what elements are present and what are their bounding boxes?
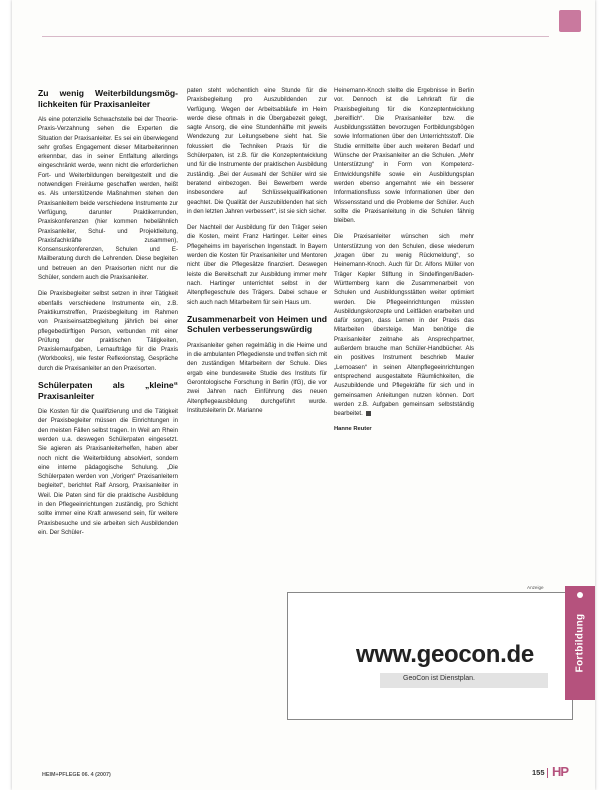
author-byline: Hanne Reuter bbox=[334, 426, 372, 433]
paragraph-text: Die Praxisanleiter wünschen sich mehr Unterstützung von den Schulen, diese wiederum „kragen über zu wenig Rückmeldung“, so Heinemann-Knoch. Auch für Dr. Alfons Müller von Träger Kepler Stiftung in Sindelfingen/Baden-Württemberg kann die Zusammenarbeit von Schulen und Ausbildungsstätten weiter optimiert werden. Die Pflegeeinrichtungen müssten Ausbildungskonzepte und Leitfäden erarbeiten und dafür sorgen, dass Lernen in der Praxis das Mitarbeiten übersteige. Man benötige die Praxisanleiter zeitnahe als Ansprechpartner, außerdem brauche man Schüler-Handbücher. Als ein positives Instrument beschrieb Mauler „Lernoasen“ in seinen Altenpflegeeinrichtungen entsprechend ausgestaltete Räumlichkeiten, die Auszubildende und Pflegekräfte für sich und in gemeinsamen Anleitungen nutzen können. Dort werden z.B. Aufgaben gemeinsam selbstständig bearbeitet. bbox=[334, 233, 474, 418]
side-tab-label: Fortbildung bbox=[574, 613, 586, 673]
section-side-tab bbox=[565, 586, 595, 700]
column-1 bbox=[38, 88, 178, 544]
paragraph: Praxisanleiter gehen regelmäßig in die Heime und in die ambulanten Pflegedienste und treffen sich mit den zuständigen Mitarbeitern der Schule. Dies ergab eine bundesweite Studie des Instituts für Gerontologische Forschung in Berlin (IfG), die vor zwei Jahren nach Einführung des neuen Altenpflegeausbildung durchgeführt wurde. Institutsleiterin Dr. Marianne bbox=[187, 341, 327, 414]
corner-color-mark bbox=[559, 10, 581, 32]
section-heading: Schülerpaten als „kleine“ Praxisanleiter bbox=[38, 380, 178, 401]
end-of-article-icon bbox=[366, 411, 371, 416]
advertisement[interactable] bbox=[287, 592, 573, 720]
ad-tagline: GeoCon ist Dienstplan. bbox=[403, 675, 475, 682]
footer-publication: HEIM+PFLEGE 06. 4 (2007) bbox=[42, 772, 111, 778]
paragraph: Heinemann-Knoch stellte die Ergebnisse in Berlin vor. Dennoch ist die Lehrkraft für die Praxisbegleitung für die Konzeptentwicklung „bereiflich“. Die Praxisanleiter bzw. die Ausbildungsstätten bevorzugen Fortbildungsbögen sowie Informationen über den Unterrichtsstoff. Die Studie ermittelte über auch weiteren Bedarf und Wünsche der Praxisanleiter an die Schulen. „Mehr Unterstützung“ in Form von Kompetenz-Entwicklungshilfe sowie ein Ausbildungsplan werden ebenso angemahnt wie ein besserer Informationsfluss sowie Informationen über den Wissensstand und die Probleme der Schüler. Auch sollte die Praxisanleitung in die Schulen fähnig bleiben. bbox=[334, 87, 474, 225]
section-heading: Zu wenig Weiterbildungsmöglichkeiten für Praxisanleiter bbox=[38, 88, 178, 109]
paragraph: Die Kosten für die Qualifizierung und die Tätigkeit der Praxisbegleiter müssen die Einrichtungen in den meisten Fällen selbst tragen. In Weil am Rhein werden u.a. deswegen Schülerpaten eingesetzt. Sie agieren als Praxisanleiterhelfen, haben aber noch nicht die Weiterbildung absolviert, sondern eine interne pädagogische Schulung. „Die Schülerpaten werden von „Vorigen“ Praxisanleitern begleitet“, berichtet Ralf Ansorg, Praxisanleiter in Weil. Die Paten sind für die praktische Ausbildung in den Pflegeeinrichtungen zuständig, pro Schicht sollte immer eine Kraft anwesend sein, für weitere Praxisbesuche und sie arbeiten sich Ausbildenden ein. Der Schüler- bbox=[38, 408, 178, 536]
paragraph: paten steht wöchentlich eine Stunde für die Praxisbegleitung pro Auszubildenden zur Verfügung. Wegen der Arbeitsabläufe im Heim werde diese oftmals in die Übergabezeit gelegt, sagte Ansorg, die eine Stundenhälfte mit jeweils Wendezung zur Leitungsebene sieht hat. Sie fokussiert die Techniken Praxis für die Schülerpaten, ist z.B. für die Konzeptentwicklung und für die Instrumente der praktischen Ausbildung zuständig. „Bei der Auswahl der Schüler wird sie beratend einbezogen. Bei Bewerbern werde insbesondere auf Schlüsselqualifikationen geachtet. Die Qualität der Auszubildenden hat sich in den letzten Jahren verbessert“, ist sie sich sicher. bbox=[187, 87, 327, 215]
page-number: 155 bbox=[532, 768, 545, 777]
paragraph: Die Praxisbegleiter selbst setzen in ihrer Tätigkeit ebenfalls verschiedene Instrumente ein, z.B. Praktikumstreffen, Praxisbegleitung im Rahmen von Praxiseinsatzbegleitung jährlich bei einer pflegebedürftigen Person, verbunden mit einer Prüfung der praktischen Tätigkeiten, Praxislernaufgaben, Lernaufträge für die Praxis (Workbooks), wie fester Reflexionstag, Gespräche durch die Praxisanleiter an den Praxisorten. bbox=[38, 290, 178, 372]
magazine-page bbox=[12, 0, 595, 790]
footer-divider bbox=[547, 768, 548, 778]
paragraph: Als eine potenzielle Schwachstelle bei der Theorie-Praxis-Verzahnung sehen die Experten die Situation der Praxisanleiter. Es sei ein überwiegend sehr großes Engagement dieser Mitarbeiterinnen erkennbar, das in seiner Entfaltung allerdings eingeschränkt werde, wenn nicht die erforderlichen Fort- und Weiterbildungen bereitgestellt und die notwendigen Freiräume geschaffen werden, heißt es. Als unterstützende Maßnahmen stehen den Praxisanleitern beide verschiedene Instrumente zur Verfügung, darunter Praktikerrunden, Praxiskonferenzen (hier kommen hebelähnlich Praxisanleiter, Schul- und Projektleitung, Praxisfachkräfte zusammen), Konsensuskonferenzen, Schulen und E-Mailberatung durch die Lehrenden. Diese begleiten und betreuen an den Praxisorten nicht nur die Schüler, sondern auch die Praxisanleiter. bbox=[38, 116, 178, 282]
section-heading: Zusammenarbeit von Heimen und Schulen verbesserungswürdig bbox=[187, 313, 327, 335]
paragraph bbox=[334, 232, 474, 418]
ad-url[interactable]: www.geocon.de bbox=[356, 641, 534, 668]
ad-label: Anzeige bbox=[527, 585, 544, 590]
column-3 bbox=[334, 86, 474, 435]
publication-logo: HP bbox=[552, 764, 569, 779]
tab-dot-icon bbox=[577, 592, 583, 598]
top-rule bbox=[42, 36, 549, 37]
column-2 bbox=[187, 86, 327, 422]
paragraph: Der Nachteil der Ausbildung für den Träger seien die Kosten, meint Franz Hartinger. Leiter eines Pflegeheims im bayerischen Ingenstadt. In Bayern werden die Kosten für Praxisanleiter und Mentoren nicht über die Pflegesätze finanziert. Deswegen leiste die Bereitschaft zur Ausbildung immer mehr nach. Hartinger unterrichtet selbst in der Altenpflegeschule des Trägers. Dabei schaue er sich auch nach Mitarbeitern für sein Haus um. bbox=[187, 224, 327, 306]
